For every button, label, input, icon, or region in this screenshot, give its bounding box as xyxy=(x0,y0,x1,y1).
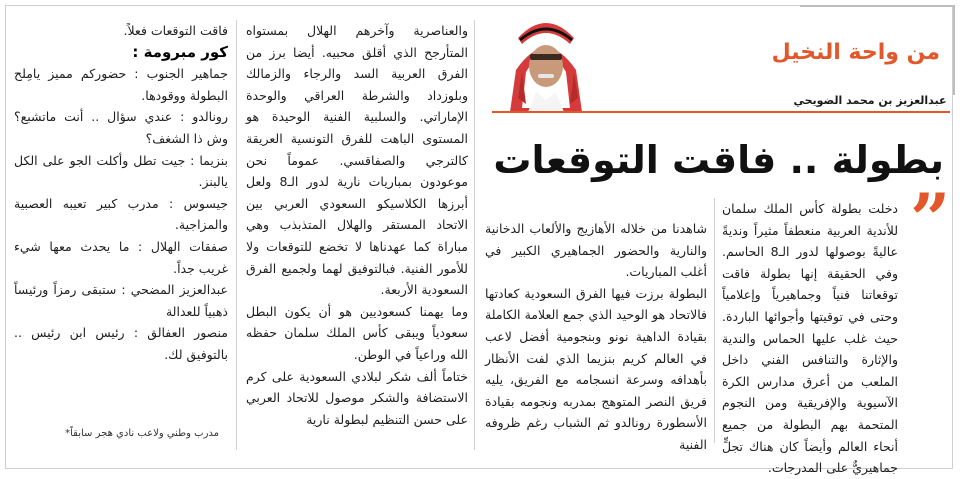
column-4-item: عبدالعزيز المضحي : ستبقى رمزاً ورئيساً ذهبياً للعدالة xyxy=(14,282,228,319)
column-divider xyxy=(474,20,475,450)
author-footnote: مدرب وطني ولاعب نادي هجر سابقاً* xyxy=(65,428,219,439)
column-2-para-2: البطولة برزت فيها الفرق السعودية كعادتها فالاتحاد هو الوحيد الذي جمع العلامة الكاملة بقيادة الداهية نونو وبنجومية أفضل لاعب في العالم كريم بنزيما الذي لفت الأنظار بأهدافه وسرعة انسجامه مع الفريق، يليه فريق النصر المتوهج بمدربه ونجومه بقيادة الأسطورة رونالدو ثم الشباب رغم ظروفه الفنية xyxy=(485,285,707,452)
column-3-para-2: وما يهمنا كسعوديين هو أن يكون البطل سعودياً ويبقى كأس الملك سلمان حفظه الله وراعياً في الوطن. xyxy=(246,303,468,362)
column-3-para-1: والعناصرية وآخرهم الهلال بمستواه المتأرجح الذي أقلق محبيه. أيضا برز من الفرق العربية السد والرجاء والزمالك وبلوزداد والشرطة العراقي والوحدة الإماراتي. والسلبية الفنية الوحيدة هو المستوى الباهت للفرق التونسية العريقة كالترجي والصفاقسي. عموماً نحن موعودون بمباريات نارية لدور الـ8 ولعل أبرزها الكلاسيكو السعودي العربي بين الاتحاد المستقر والهلال المتذبذب وهي مباراة كما عهدناها لا تخضع للتوقعات ولا للأمور الفنية. فبالتوفيق لهما ولجميع الفرق السعودية الأربعة. xyxy=(246,23,468,298)
column-2-para-1: شاهدنا من خلاله الأهازيج والألعاب الدخانية والنارية والحضور الجماهيري الكبير في أغلب المباريات. xyxy=(485,221,707,280)
column-4-item: جماهير الجنوب : حضوركم مميز يامِلح البطولة ووقودها. xyxy=(14,66,228,103)
author-photo xyxy=(492,8,600,112)
column-4-subhead: كور مبرومة : xyxy=(132,42,228,61)
column-divider xyxy=(714,198,715,443)
column-3 xyxy=(246,20,468,430)
headline: بطولة .. فاقت التوقعات xyxy=(493,138,944,182)
quote-mark-icon: ” xyxy=(910,178,951,261)
author-name: عبدالعزيز بن محمد الضويحي xyxy=(793,94,947,107)
column-1-text: دخلت بطولة كأس الملك سلمان للأندية العربية منعطفاً مثيراً ونديةً عاليةً بوصولها لدور الـ8 الحاسم. وفي الحقيقة إنها بطولة فاقت توقعاتنا فنياً وجماهيرياً وإعلامياً وحتى في توقيتها وأجوائها الباردة. حيث غلب عليها الحماس والندية والإثارة والتنافس الفني داخل الملعب من أعرق مدارس الكرة الآسيوية والإفريقية ومن النجوم المتحمة بهم البطولة من جميع أنحاء العالم وأيضاً كان هناك تجلٍّ جماهيريٌّ على المدرجات. xyxy=(722,201,898,476)
header-rule xyxy=(492,111,950,113)
section-title: من واحة النخيل xyxy=(771,40,940,65)
column-4 xyxy=(14,20,228,366)
column-4-item: بنزيما : جيت تطل وأكلت الجو على الكل يالبنز. xyxy=(14,152,228,190)
column-3-para-3: ختاماً ألف شكر لبلادي السعودية على كرم الاستضافة والشكر موصول للاتحاد العربي على حسن التنظيم لبطولة نارية xyxy=(246,368,468,427)
column-4-intro: فاقت التوقعات فعلاً. xyxy=(123,23,228,38)
column-divider xyxy=(236,20,237,450)
column-4-item: جيسوس : مدرب كبير تعيبه العصبية والمزاجية. xyxy=(14,195,228,233)
column-2 xyxy=(485,218,707,456)
column-4-item: صفقات الهلال : ما يحدث معها شيء غريب جداً. xyxy=(14,238,228,276)
column-1 xyxy=(722,198,898,479)
column-4-item: رونالدو : عندي سؤال .. أنت ماتشبع؟ وش ذا الشغف؟ xyxy=(14,109,228,146)
column-4-item: منصور العفالق : رئيس ابن رئيس .. بالتوفيق لك. xyxy=(14,325,228,362)
